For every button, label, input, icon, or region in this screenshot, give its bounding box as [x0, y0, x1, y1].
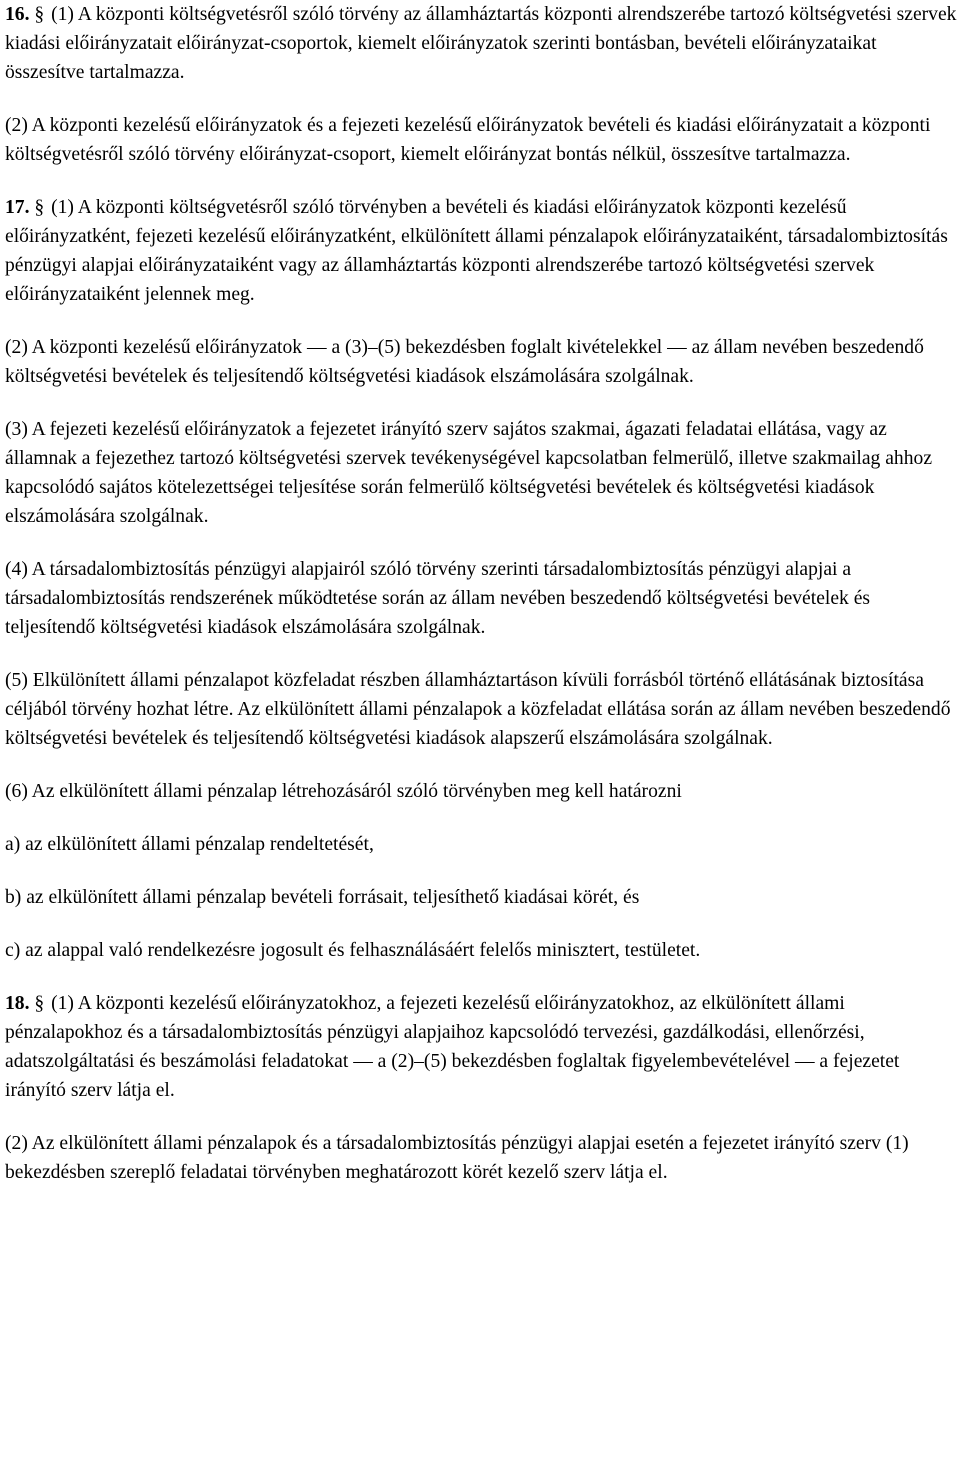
section-number: 16. — [5, 4, 30, 25]
section-17-point-b — [5, 883, 957, 912]
section-17-point-c — [5, 936, 957, 965]
section-17-paragraph-4 — [5, 555, 957, 642]
section-18-paragraph-2 — [5, 1129, 957, 1187]
section-17-paragraph-6 — [5, 777, 957, 806]
section-18-paragraph-1 — [5, 989, 957, 1105]
section-17-point-a — [5, 830, 957, 859]
paragraph-text: (1) A központi kezelésű előirányzatokhoz, a fejezeti kezelésű előirányzatokhoz, az elkülönített állami pénzalapokhoz és a társadalombiztosítás pénzügyi alapjaihoz kapcsolódó tervezési, gazdálkodási, ellenőrzési, adatszolgáltatási és beszámolási feladatokat — a (2)–(5) bekezdésben foglaltak figyelembevételével — a fejezetet irányító szerv látja el. — [5, 993, 900, 1101]
paragraph-text: (3) A fejezeti kezelésű előirányzatok a fejezetet irányító szerv sajátos szakmai, ágazati feladatai ellátása, vagy az államnak a fejezethez tartozó költségvetési szervek tevékenységével kapcsolatban felmerülő, illetve szakmailag ahhoz kapcsolódó sajátos kötelezettségei teljesítése során felmerülő költségvetési bevételek és költségvetési kiadások elszámolására szolgálnak. — [5, 419, 933, 527]
section-sign: § — [34, 993, 45, 1014]
section-16-paragraph-2 — [5, 111, 957, 169]
list-item-text: b) az elkülönített állami pénzalap bevételi forrásait, teljesíthető kiadásai körét, és — [5, 887, 640, 908]
section-17-paragraph-2 — [5, 333, 957, 391]
paragraph-text: (5) Elkülönített állami pénzalapot közfeladat részben államháztartáson kívüli forrásból történő ellátásának biztosítása céljából törvény hozhat létre. Az elkülönített állami pénzalapok a közfeladat ellátása során az állam nevében beszedendő költségvetési bevételek és teljesítendő költségvetési kiadások alapszerű elszámolására szolgálnak. — [5, 670, 951, 749]
list-item-text: a) az elkülönített állami pénzalap rendeltetését, — [5, 834, 374, 855]
paragraph-text: (1) A központi költségvetésről szóló törvény az államháztartás központi alrendszerébe tartozó költségvetési szervek kiadási előirányzatait előirányzat-csoportok, kiemelt előirányzatok szerinti bontásban, bevételi előirányzataikat összesítve tartalmazza. — [5, 4, 957, 83]
paragraph-text: (2) A központi kezelésű előirányzatok — a (3)–(5) bekezdésben foglalt kivételekkel — az állam nevében beszedendő költségvetési bevételek és teljesítendő költségvetési kiadások elszámolására szolgálnak. — [5, 337, 924, 387]
section-sign: § — [34, 197, 45, 218]
paragraph-text: (6) Az elkülönített állami pénzalap létrehozásáról szóló törvényben meg kell határozni — [5, 781, 682, 802]
section-17-paragraph-3 — [5, 415, 957, 531]
section-17-paragraph-5 — [5, 666, 957, 753]
section-number: 18. — [5, 993, 30, 1014]
section-16-paragraph-1 — [5, 0, 957, 87]
document-page — [5, 0, 957, 1211]
paragraph-text: (2) A központi kezelésű előirányzatok és a fejezeti kezelésű előirányzatok bevételi és kiadási előirányzatait a központi költségvetésről szóló törvény előirányzat-csoport, kiemelt előirányzat bontás nélkül, összesítve tartalmazza. — [5, 115, 931, 165]
section-sign: § — [34, 4, 45, 25]
paragraph-text: (1) A központi költségvetésről szóló törvényben a bevételi és kiadási előirányzatok központi kezelésű előirányzatként, fejezeti kezelésű előirányzatként, elkülönített állami pénzalapok előirányzataiként, társadalombiztosítás pénzügyi alapjai előirányzataiként vagy az államháztartás központi alrendszerébe tartozó költségvetési szervek előirányzataiként jelennek meg. — [5, 197, 948, 305]
section-number: 17. — [5, 197, 30, 218]
paragraph-text: (4) A társadalombiztosítás pénzügyi alapjairól szóló törvény szerinti társadalombiztosítás pénzügyi alapjai a társadalombiztosítás rendszerének működtetése során az állam nevében beszedendő költségvetési bevételek és teljesítendő költségvetési kiadások elszámolására szolgálnak. — [5, 559, 871, 638]
list-item-text: c) az alappal való rendelkezésre jogosult és felhasználásáért felelős minisztert, testületet. — [5, 940, 701, 961]
paragraph-text: (2) Az elkülönített állami pénzalapok és a társadalombiztosítás pénzügyi alapjai esetén a fejezetet irányító szerv (1) bekezdésben szereplő feladatai törvényben meghatározott körét kezelő szerv látja el. — [5, 1133, 909, 1183]
section-17-paragraph-1 — [5, 193, 957, 309]
